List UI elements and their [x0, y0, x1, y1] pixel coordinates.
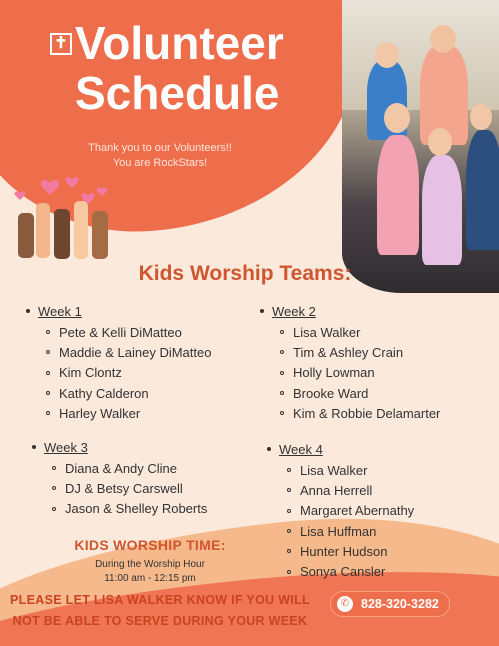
worship-time-heading: KIDS WORSHIP TIME:	[74, 537, 226, 553]
thanks-line2: You are RockStars!	[112, 157, 208, 169]
worship-time-line1: During the Worship Hour	[95, 559, 205, 570]
list-item: Kim Clontz	[46, 363, 211, 383]
week-label: Week 2	[260, 302, 440, 320]
list-item: Lisa Walker	[280, 322, 440, 342]
list-item: Anna Herrell	[287, 480, 414, 500]
list-item: Lisa Huffman	[287, 521, 414, 541]
week-4-block	[267, 440, 414, 582]
list-item: Lisa Walker	[287, 460, 414, 480]
page-title-line1: Volunteer	[75, 17, 284, 69]
notice-line1: PLEASE LET LISA WALKER KNOW IF YOU WILL	[10, 593, 310, 607]
phone-number: 828-320-3282	[361, 597, 439, 611]
list-item: Brooke Ward	[280, 383, 440, 403]
list-item: Hunter Hudson	[287, 541, 414, 561]
week-label: Week 4	[267, 440, 414, 458]
worship-time-details	[60, 558, 240, 586]
list-item: Tim & Ashley Crain	[280, 342, 440, 362]
list-item: Pete & Kelli DiMatteo	[46, 322, 211, 342]
list-item: Holly Lowman	[280, 363, 440, 383]
absence-notice	[0, 590, 320, 632]
week-1-block	[26, 302, 211, 423]
page-title-line2: Schedule	[75, 67, 280, 119]
church-logo-icon: ✝	[50, 33, 72, 55]
thanks-line1: Thank you to our Volunteers!!	[88, 142, 232, 154]
week-3-block	[32, 438, 207, 519]
phone-contact-pill[interactable]	[330, 591, 450, 617]
teams-heading: Kids Worship Teams:	[138, 262, 352, 285]
worship-time-line2: 11:00 am - 12:15 pm	[104, 573, 196, 584]
list-item: Jason & Shelley Roberts	[52, 499, 207, 519]
list-item: Sonya Cansler	[287, 561, 414, 581]
list-item: DJ & Betsy Carswell	[52, 478, 207, 498]
list-item: Harley Walker	[46, 403, 211, 423]
week-label: Week 3	[32, 438, 207, 456]
raised-hands-illustration	[12, 165, 122, 260]
list-item: Maddie & Lainey DiMatteo	[46, 342, 211, 362]
list-item: Kathy Calderon	[46, 383, 211, 403]
phone-icon: ✆	[337, 596, 353, 612]
list-item: Margaret Abernathy	[287, 501, 414, 521]
list-item: Kim & Robbie Delamarter	[280, 403, 440, 423]
notice-line2: NOT BE ABLE TO SERVE DURING YOUR WEEK	[12, 614, 308, 628]
children-photo	[342, 0, 499, 293]
list-item: Diana & Andy Cline	[52, 458, 207, 478]
week-2-block	[260, 302, 440, 423]
week-label: Week 1	[26, 302, 211, 320]
